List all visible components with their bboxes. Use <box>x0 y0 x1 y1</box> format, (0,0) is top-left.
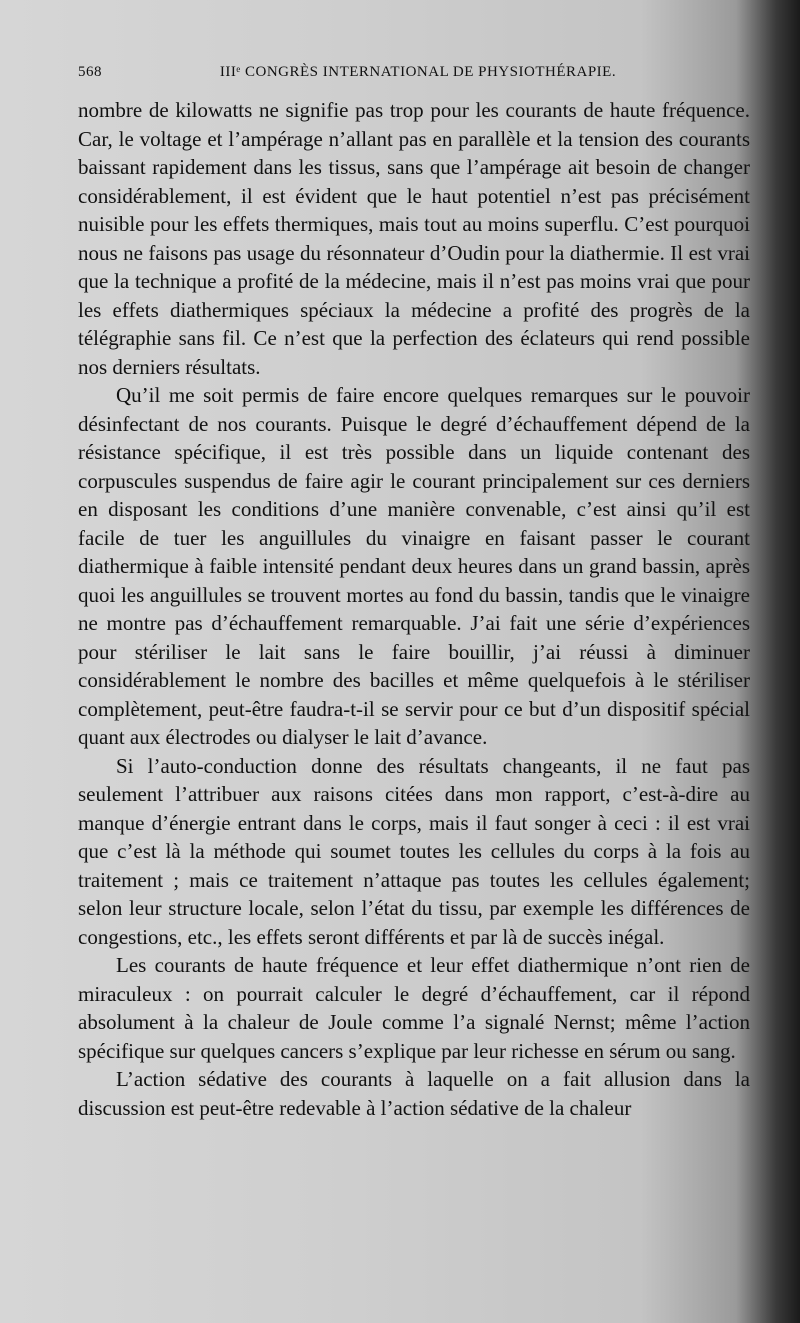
paragraph: Si l’auto-conduction donne des résultats changeants, il ne faut pas seulement l’attribuer aux raisons citées dans mon rapport, c’est-à-dire au manque d’énergie entrant dans le corps, mais il faut songer à ceci : il est vrai que c’est là la méthode qui soumet toutes les cellules du corps à la fois au traitement ; mais ce traitement n’attaque pas toutes les cellules également; selon leur structure locale, selon l’état du tissu, par exemple les différences de congestions, etc., les effets seront différents et par là de succès inégal. <box>78 753 750 949</box>
paragraph: nombre de kilowatts ne signifie pas trop pour les courants de haute fréquence. Car, le voltage et l’ampérage n’allant pas en parallèle et la tension des courants baissant rapidement dans les tissus, sans que l’ampérage ait besoin de changer considérablement, il est évident que le haut potentiel n’est pas précisément nuisible pour les effets thermiques, mais tout au moins superflu. C’est pourquoi nous ne faisons pas usage du résonnateur d’Oudin pour la diathermie. Il est vrai que la technique a profité de la médecine, mais il n’est pas moins vrai que pour les effets diathermiques spéciaux la médecine a profité des progrès de la télégraphie sans fil. Ce n’est que la perfection des éclateurs qui rend possible nos derniers résultats. <box>78 98 750 379</box>
body-text <box>78 96 750 1122</box>
paragraph: L’action sédative des courants à laquelle on a fait allusion dans la discussion est peut-être redevable à l’action sédative de la chaleur <box>78 1067 750 1120</box>
paragraph: Les courants de haute fréquence et leur effet diathermique n’ont rien de miraculeux : on pourrait calculer le degré d’échauffement, car il répond absolument à la chaleur de Joule comme l’a signalé Nernst; même l’action spécifique sur quelques cancers s’explique par leur richesse en sérum ou sang. <box>78 953 750 1063</box>
running-head <box>78 64 758 86</box>
book-page <box>78 0 758 1323</box>
page-number: 568 <box>78 64 102 80</box>
paragraph: Qu’il me soit permis de faire encore quelques remarques sur le pouvoir désinfectant de nos courants. Puisque le degré d’échauffement dépend de la résistance spécifique, il est très possible dans un liquide contenant des corpuscules suspendus de faire agir le courant principalement sur ces derniers en disposant les conditions d’une manière convenable, c’est ainsi qu’il est facile de tuer les anguillules du vinaigre en faisant passer le courant diathermique à faible intensité pendant deux heures dans un grand bassin, après quoi les anguillules se trouvent mortes au fond du bassin, tandis que le vinaigre ne montre pas d’échauffement remarquable. J’ai fait une série d’expériences pour stériliser le lait sans le faire bouillir, j’ai réussi à diminuer considérablement le nombre des bacilles et même quelquefois à le stériliser complètement, peut-être faudra-t-il se servir pour ce but d’un dispositif spécial quant aux électrodes ou dialyser le lait d’avance. <box>78 383 750 749</box>
running-head-title: IIIᵉ CONGRÈS INTERNATIONAL DE PHYSIOTHÉRAPIE. <box>219 64 617 80</box>
